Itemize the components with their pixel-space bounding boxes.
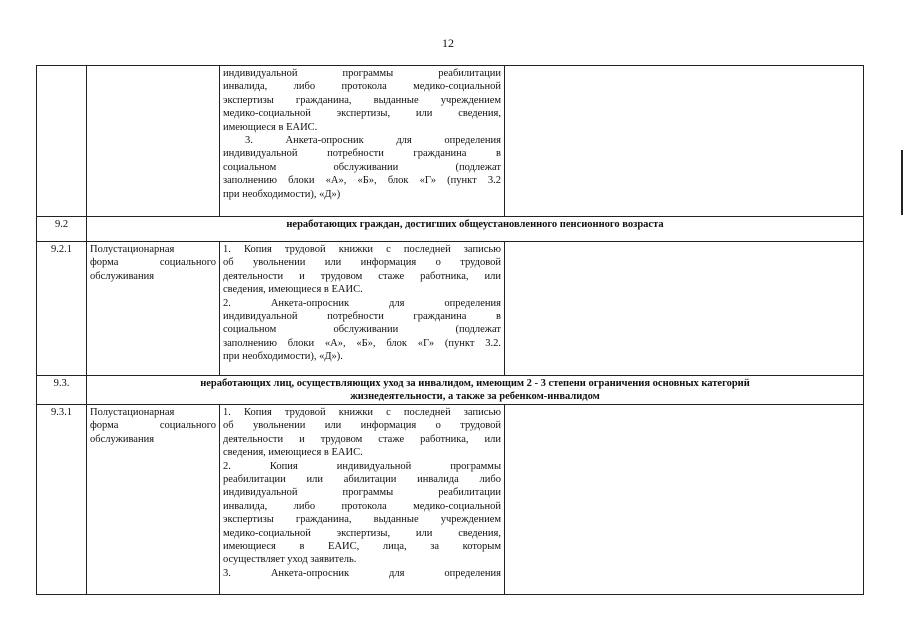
doc-line: сведения, имеющиеся в ЕАИС. bbox=[223, 447, 363, 459]
doc-line: индивидуальной программы реабилитации bbox=[223, 68, 501, 79]
row-number: 9.3.1 bbox=[37, 405, 87, 595]
doc-line: 2. Копия индивидуальной программы bbox=[223, 460, 501, 472]
doc-line: при необходимости), «Д») bbox=[223, 188, 341, 200]
form-cell bbox=[87, 405, 220, 595]
requirements-table bbox=[36, 65, 864, 595]
section-number: 9.3. bbox=[37, 376, 87, 405]
form-line: форма социального bbox=[90, 420, 216, 432]
doc-line: реабилитации или абилитации инвалида либо bbox=[223, 474, 501, 486]
doc-line: инвалида, либо протокола медико-социальной bbox=[223, 81, 501, 93]
doc-line: 1. Копия трудовой книжки с последней записью bbox=[223, 244, 501, 255]
doc-line: 3. Анкета-опросник для определения bbox=[223, 567, 501, 579]
doc-line: 3. Анкета-опросник для определения bbox=[245, 135, 501, 147]
doc-line: 1. Копия трудовой книжки с последней записью bbox=[223, 407, 501, 418]
doc-line: социальном обслуживании (подлежат bbox=[223, 161, 501, 173]
documents-cell bbox=[220, 405, 505, 595]
form-line: Полустационарная bbox=[90, 407, 175, 418]
doc-line: заполнению блоки «А», «Б», блок «Г» (пункт 3.2. bbox=[223, 337, 501, 349]
doc-line: индивидуальной потребности гражданина в bbox=[223, 311, 501, 323]
section-title-line: жизнедеятельности, а также за ребенком-инвалидом bbox=[350, 391, 600, 402]
documents-cell bbox=[220, 242, 505, 376]
doc-line: заполнению блоки «А», «Б», блок «Г» (пункт 3.2 bbox=[223, 175, 501, 187]
doc-line: медико-социальной экспертизы, или сведения, bbox=[223, 108, 501, 120]
form-line: обслуживания bbox=[90, 433, 155, 445]
num-cell bbox=[37, 66, 87, 217]
doc-line: 2. Анкета-опросник для определения bbox=[223, 297, 501, 309]
doc-line: имеющиеся в ЕАИС. bbox=[223, 121, 318, 133]
table-row-9-3-1 bbox=[37, 405, 864, 595]
section-row-9-2 bbox=[37, 217, 864, 242]
doc-line: деятельности и трудовом стаже работника, или bbox=[223, 270, 501, 282]
section-title bbox=[87, 376, 864, 405]
form-cell bbox=[87, 242, 220, 376]
doc-line: осуществляет уход заявитель. bbox=[223, 554, 357, 566]
form-cell bbox=[87, 66, 220, 217]
doc-line: инвалида, либо протокола медико-социальной bbox=[223, 500, 501, 512]
doc-line: деятельности и трудовом стаже работника, или bbox=[223, 433, 501, 445]
extra-cell bbox=[505, 66, 864, 217]
row-number: 9.2.1 bbox=[37, 242, 87, 376]
section-title: неработающих граждан, достигших общеустановленного пенсионного возраста bbox=[87, 217, 864, 242]
doc-line: имеющиеся в ЕАИС, лица, за которым bbox=[223, 541, 501, 553]
form-line: обслуживания bbox=[90, 270, 155, 282]
doc-line: об увольнении или информация о трудовой bbox=[223, 257, 501, 269]
doc-line: об увольнении или информация о трудовой bbox=[223, 420, 501, 432]
doc-line: социальном обслуживании (подлежат bbox=[223, 324, 501, 336]
page-number: 12 bbox=[442, 36, 454, 50]
doc-line: при необходимости), «Д»). bbox=[223, 351, 343, 363]
form-line: форма социального bbox=[90, 257, 216, 269]
table-row-continuation bbox=[37, 66, 864, 217]
doc-line: индивидуальной потребности гражданина в bbox=[223, 148, 501, 160]
doc-line: индивидуальной программы реабилитации bbox=[223, 487, 501, 499]
section-row-9-3 bbox=[37, 376, 864, 405]
doc-line: сведения, имеющиеся в ЕАИС. bbox=[223, 284, 363, 296]
table-row-9-2-1 bbox=[37, 242, 864, 376]
extra-cell bbox=[505, 242, 864, 376]
section-title-line: неработающих лиц, осуществляющих уход за инвалидом, имеющим 2 - 3 степени ограничения основных категорий bbox=[200, 378, 750, 389]
scan-edge-mark bbox=[901, 150, 903, 215]
extra-cell bbox=[505, 405, 864, 595]
documents-cell bbox=[220, 66, 505, 217]
doc-line: экспертизы гражданина, выданные учреждением bbox=[223, 94, 501, 106]
section-number: 9.2 bbox=[37, 217, 87, 242]
doc-line: медико-социальной экспертизы, или сведения, bbox=[223, 527, 501, 539]
form-line: Полустационарная bbox=[90, 244, 175, 255]
doc-line: экспертизы гражданина, выданные учреждением bbox=[223, 514, 501, 526]
